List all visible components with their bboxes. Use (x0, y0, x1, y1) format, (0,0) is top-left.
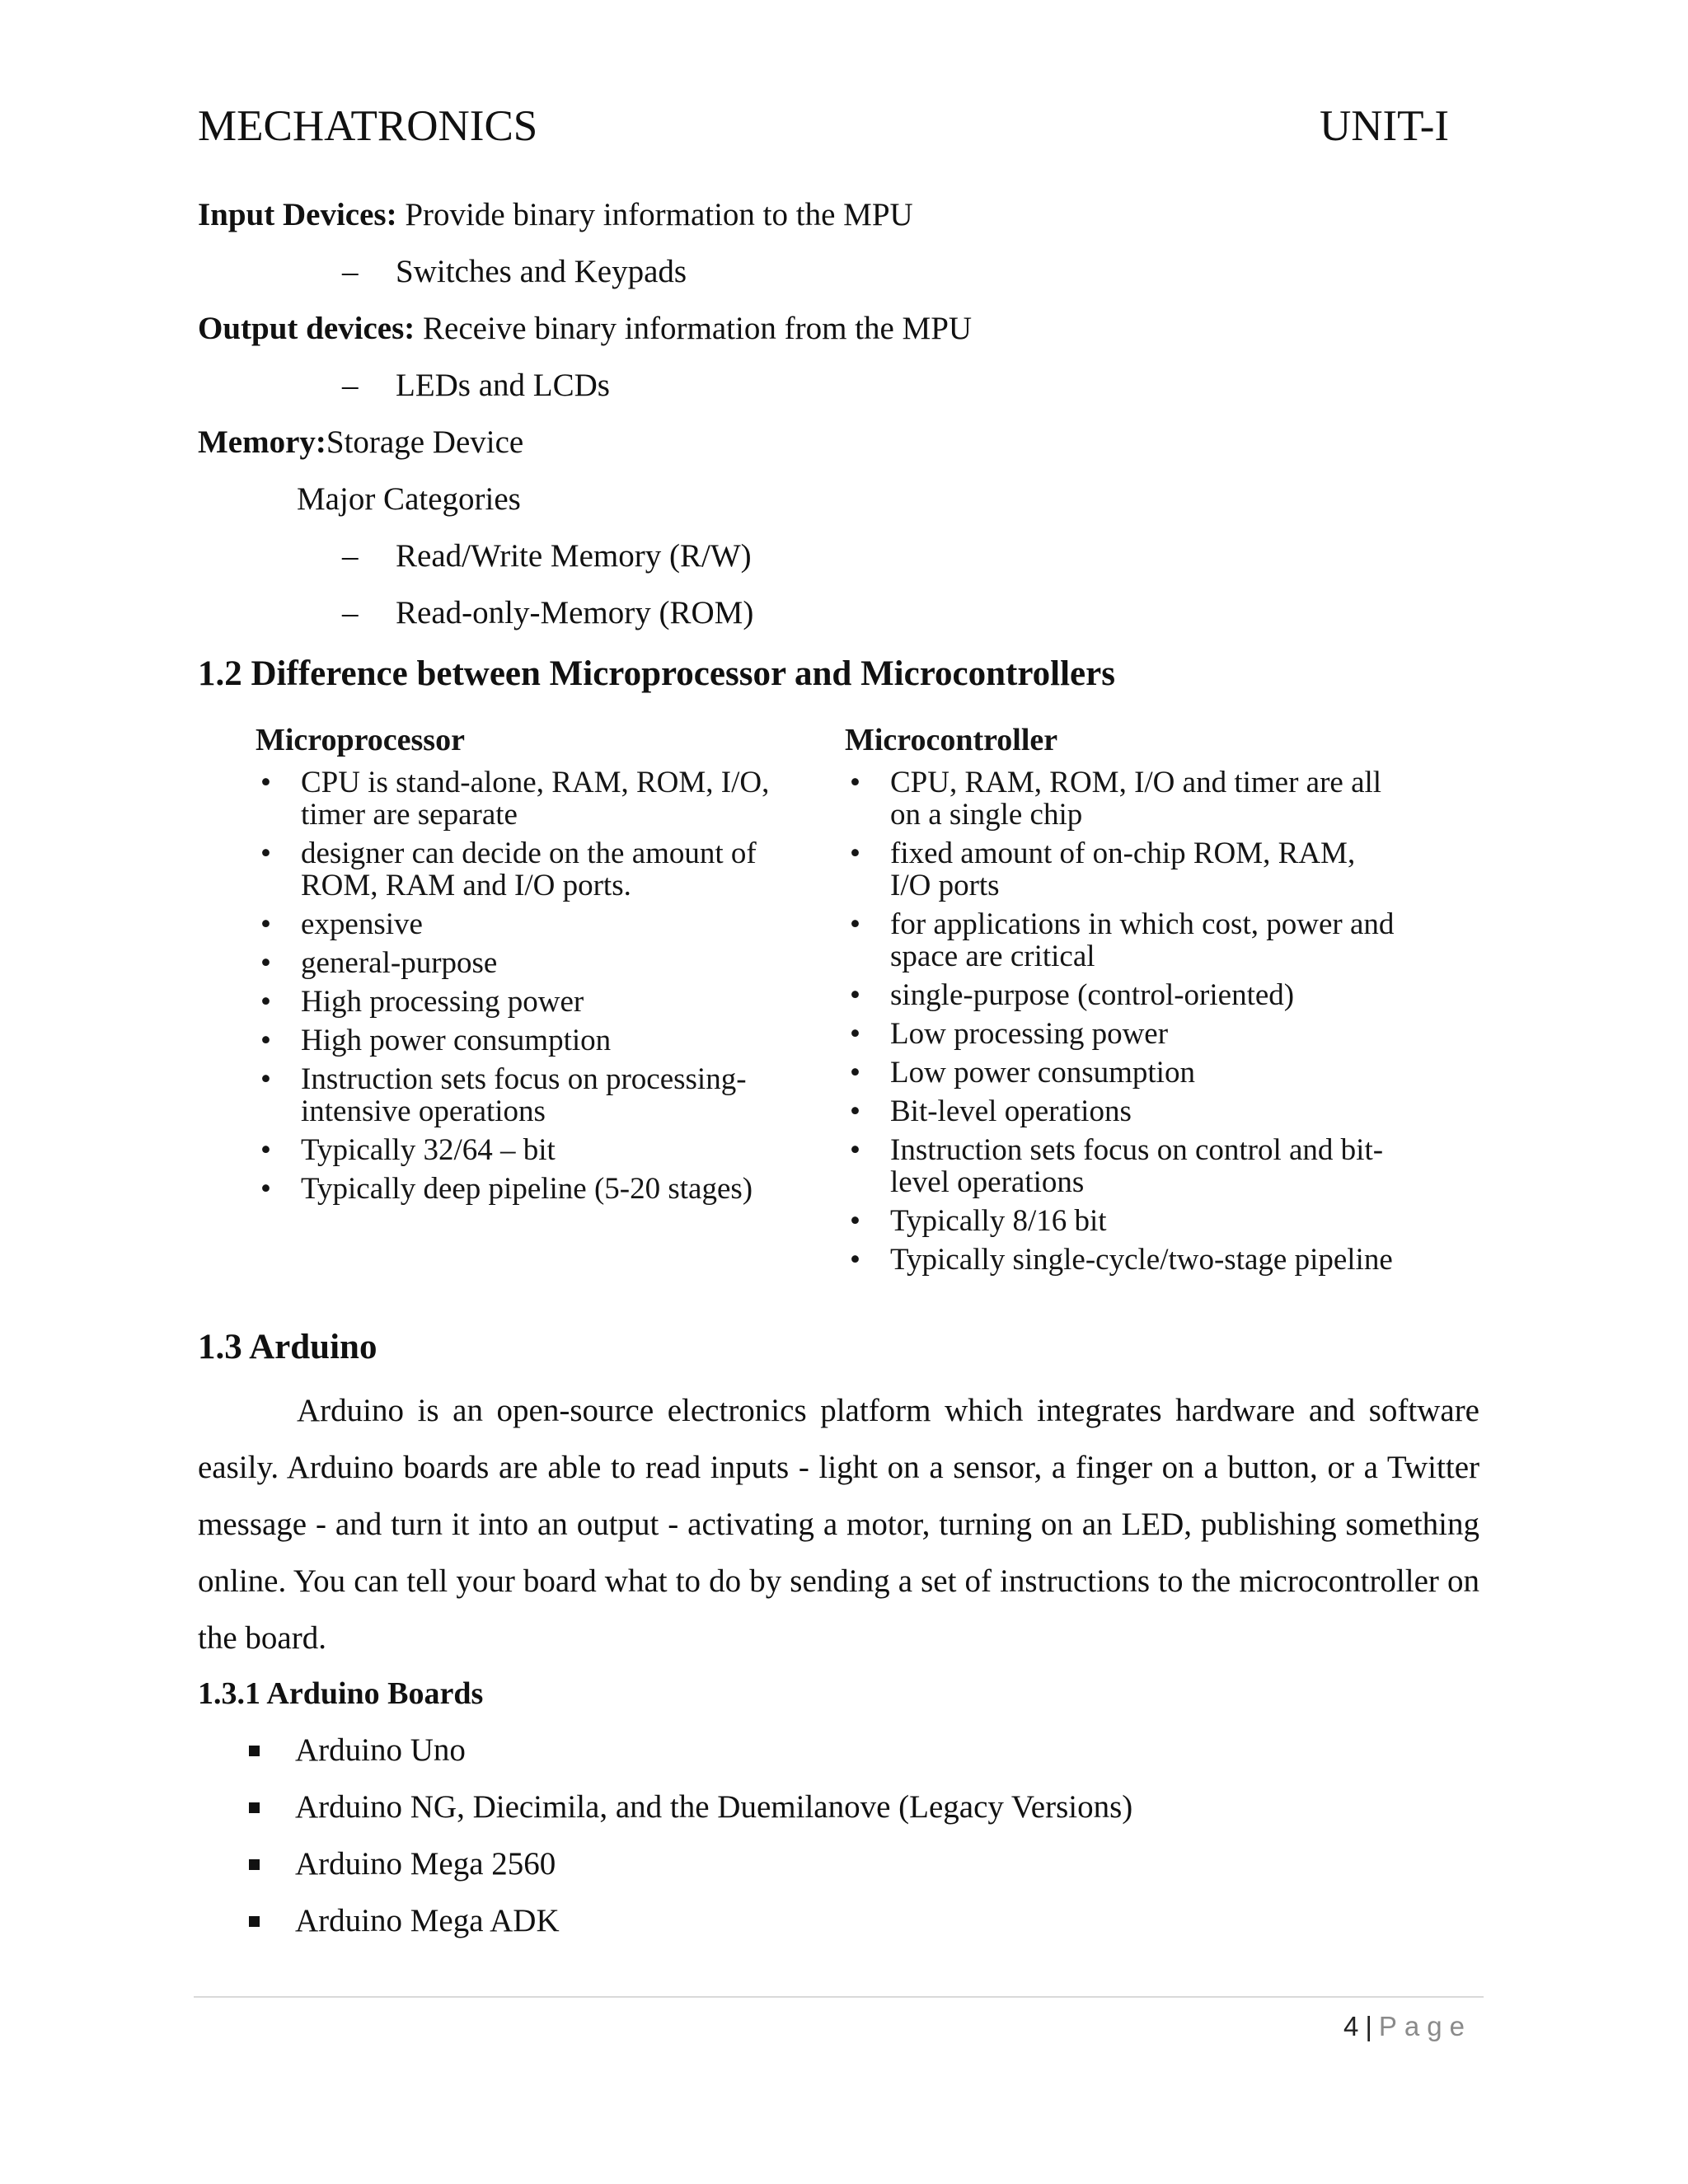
list-item (845, 1244, 1401, 1276)
list-item-text: High processing power (301, 985, 584, 1019)
list-item-text: Instruction sets focus on control and bit-level operations (890, 1133, 1384, 1199)
memory-subheading: Major Categories (297, 481, 521, 517)
bullet-icon: • (850, 907, 860, 941)
bullet-icon: • (260, 1172, 271, 1206)
section-1-3-1-heading: 1.3.1 Arduino Boards (198, 1676, 484, 1711)
square-bullet-icon (249, 1916, 260, 1927)
arduino-board-item: Arduino Uno (295, 1732, 466, 1768)
bullet-icon: • (850, 1017, 860, 1051)
list-item-text: CPU, RAM, ROM, I/O and timer are all on a single chip (890, 766, 1382, 832)
output-devices-label: Output devices: (198, 311, 415, 346)
list-item (256, 986, 816, 1018)
comparison-figure (256, 722, 1401, 1315)
memory-line (198, 424, 523, 462)
memory-item: Read-only-Memory (ROM) (396, 595, 754, 630)
page-footer (1343, 2011, 1472, 2042)
microprocessor-list (256, 766, 816, 1205)
list-item (845, 1134, 1401, 1198)
square-bullet-icon (249, 1859, 260, 1870)
list-item (845, 979, 1401, 1011)
memory-text: Storage Device (326, 424, 524, 460)
list-item-text: Instruction sets focus on processing-intensive operations (301, 1062, 747, 1128)
microprocessor-heading: Microprocessor (256, 723, 465, 757)
list-item (256, 1173, 816, 1205)
output-devices-text: Receive binary information from the MPU (415, 311, 973, 346)
bullet-icon: • (850, 1056, 860, 1090)
footer-divider (194, 1996, 1484, 1998)
list-item-text: Typically single-cycle/two-stage pipeline (890, 1243, 1393, 1277)
bullet-icon: • (260, 1024, 271, 1057)
input-devices-label: Input Devices: (198, 197, 397, 232)
list-item (256, 908, 816, 940)
list-item (845, 837, 1401, 902)
square-bullet-icon (249, 1746, 260, 1756)
list-item-text: for applications in which cost, power and space are critical (890, 907, 1395, 973)
list-item (256, 1134, 816, 1166)
list-item (256, 1063, 816, 1127)
arduino-board-item: Arduino Mega 2560 (295, 1846, 556, 1882)
bullet-icon: • (850, 978, 860, 1012)
dash-marker: – (342, 538, 359, 574)
list-item-text: single-purpose (control-oriented) (890, 978, 1295, 1012)
list-item-text: general-purpose (301, 946, 498, 980)
bullet-icon: • (850, 766, 860, 799)
input-device-item: Switches and Keypads (396, 254, 687, 289)
square-bullet-icon (249, 1802, 260, 1813)
list-item (845, 1057, 1401, 1089)
header-subject: MECHATRONICS (198, 102, 538, 150)
list-item (845, 1095, 1401, 1127)
bullet-icon: • (850, 1204, 860, 1238)
list-item-text: Typically deep pipeline (5-20 stages) (301, 1172, 753, 1206)
memory-label: Memory: (198, 424, 326, 460)
microcontroller-column (845, 722, 1401, 1282)
bullet-icon: • (260, 1062, 271, 1096)
arduino-board-item: Arduino NG, Diecimila, and the Duemilanove (Legacy Versions) (295, 1789, 1133, 1825)
page-header (198, 97, 1449, 155)
arduino-board-item: Arduino Mega ADK (295, 1903, 560, 1938)
list-item (845, 1018, 1401, 1050)
output-devices-line (198, 310, 972, 349)
list-item-text: Typically 32/64 – bit (301, 1133, 556, 1167)
section-1-2-heading: 1.2 Difference between Microprocessor and Microcontrollers (198, 654, 1115, 693)
list-item-text: Bit-level operations (890, 1094, 1132, 1128)
bullet-icon: • (260, 946, 271, 980)
list-item-text: expensive (301, 907, 423, 941)
list-item-text: High power consumption (301, 1024, 612, 1057)
dash-marker: – (342, 595, 359, 630)
list-item-text: Low power consumption (890, 1056, 1195, 1090)
dash-marker: – (342, 368, 359, 403)
bullet-icon: • (850, 1133, 860, 1167)
memory-item: Read/Write Memory (R/W) (396, 538, 752, 574)
list-item (256, 1024, 816, 1057)
list-item-text: fixed amount of on-chip ROM, RAM, I/O ports (890, 837, 1356, 902)
bullet-icon: • (260, 985, 271, 1019)
list-item (256, 837, 816, 902)
list-item (845, 1205, 1401, 1237)
page-label: Page (1378, 2011, 1472, 2041)
microcontroller-heading: Microcontroller (845, 723, 1058, 757)
input-devices-line (198, 196, 913, 235)
microprocessor-column (256, 722, 816, 1212)
footer-separator: | (1365, 2011, 1372, 2041)
microcontroller-list (845, 766, 1401, 1276)
list-item (845, 908, 1401, 972)
section-1-3-heading: 1.3 Arduino (198, 1328, 377, 1366)
bullet-icon: • (260, 837, 271, 870)
list-item-text: Typically 8/16 bit (890, 1204, 1107, 1238)
list-item (256, 766, 816, 831)
bullet-icon: • (260, 1133, 271, 1167)
bullet-icon: • (850, 837, 860, 870)
bullet-icon: • (850, 1243, 860, 1277)
input-devices-text: Provide binary information to the MPU (396, 197, 913, 232)
list-item-text: Low processing power (890, 1017, 1169, 1051)
list-item-text: designer can decide on the amount of ROM, RAM and I/O ports. (301, 837, 757, 902)
bullet-icon: • (850, 1094, 860, 1128)
output-device-item: LEDs and LCDs (396, 368, 610, 403)
bullet-icon: • (260, 907, 271, 941)
list-item (256, 947, 816, 979)
page-number: 4 (1343, 2011, 1359, 2041)
dash-marker: – (342, 254, 359, 289)
bullet-icon: • (260, 766, 271, 799)
header-unit: UNIT-I (1319, 102, 1449, 150)
arduino-paragraph: Arduino is an open-source electronics platform which integrates hardware and software easily. Arduino boards are able to read inputs - light on a sensor, a finger on a button, or a Twitter message - and turn it into an output - activating a motor, turning on an LED, publishing something online. You can tell your board what to do by sending a set of instructions to the microcontroller on the board. (198, 1393, 1479, 1656)
list-item (845, 766, 1401, 831)
list-item-text: CPU is stand-alone, RAM, ROM, I/O, timer are separate (301, 766, 770, 832)
